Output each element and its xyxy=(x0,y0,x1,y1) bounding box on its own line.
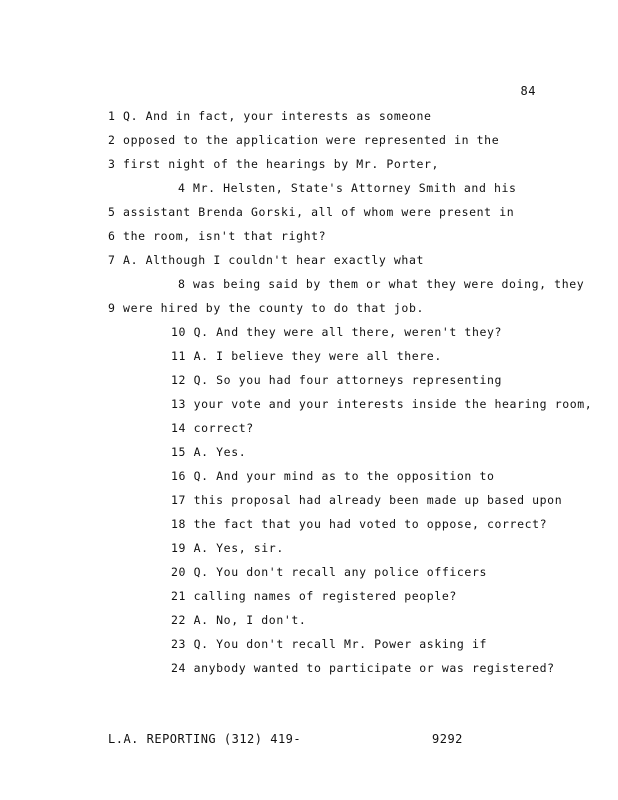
transcript-line-2: 2 opposed to the application were represented in the xyxy=(108,133,500,147)
transcript-line-4: 4 Mr. Helsten, State's Attorney Smith and his xyxy=(178,181,517,195)
transcript-line-22: 22 A. No, I don't. xyxy=(171,613,307,627)
transcript-line-16: 16 Q. And your mind as to the opposition to xyxy=(171,469,495,483)
transcript-line-15: 15 A. Yes. xyxy=(171,445,247,459)
page-number: 84 xyxy=(520,84,536,98)
transcript-line-14: 14 correct? xyxy=(171,421,254,435)
transcript-line-21: 21 calling names of registered people? xyxy=(171,589,457,603)
transcript-line-23: 23 Q. You don't recall Mr. Power asking if xyxy=(171,637,487,651)
transcript-line-9: 9 were hired by the county to do that job. xyxy=(108,301,424,315)
transcript-line-13: 13 your vote and your interests inside the hearing room, xyxy=(171,397,593,411)
transcript-line-1: 1 Q. And in fact, your interests as someone xyxy=(108,109,432,123)
transcript-line-17: 17 this proposal had already been made up based upon xyxy=(171,493,563,507)
transcript-line-3: 3 first night of the hearings by Mr. Porter, xyxy=(108,157,440,171)
transcript-line-5: 5 assistant Brenda Gorski, all of whom were present in xyxy=(108,205,515,219)
transcript-line-6: 6 the room, isn't that right? xyxy=(108,229,327,243)
transcript-line-18: 18 the fact that you had voted to oppose, correct? xyxy=(171,517,548,531)
transcript-line-20: 20 Q. You don't recall any police officers xyxy=(171,565,487,579)
transcript-line-10: 10 Q. And they were all there, weren't they? xyxy=(171,325,503,339)
footer-reporter: L.A. REPORTING (312) 419- xyxy=(108,732,302,746)
transcript-line-24: 24 anybody wanted to participate or was registered? xyxy=(171,661,555,675)
transcript-line-7: 7 A. Although I couldn't hear exactly what xyxy=(108,253,424,267)
transcript-line-11: 11 A. I believe they were all there. xyxy=(171,349,442,363)
transcript-line-19: 19 A. Yes, sir. xyxy=(171,541,284,555)
transcript-line-8: 8 was being said by them or what they were doing, they xyxy=(178,277,585,291)
transcript-line-12: 12 Q. So you had four attorneys representing xyxy=(171,373,503,387)
footer-phone-suffix: 9292 xyxy=(432,732,463,746)
